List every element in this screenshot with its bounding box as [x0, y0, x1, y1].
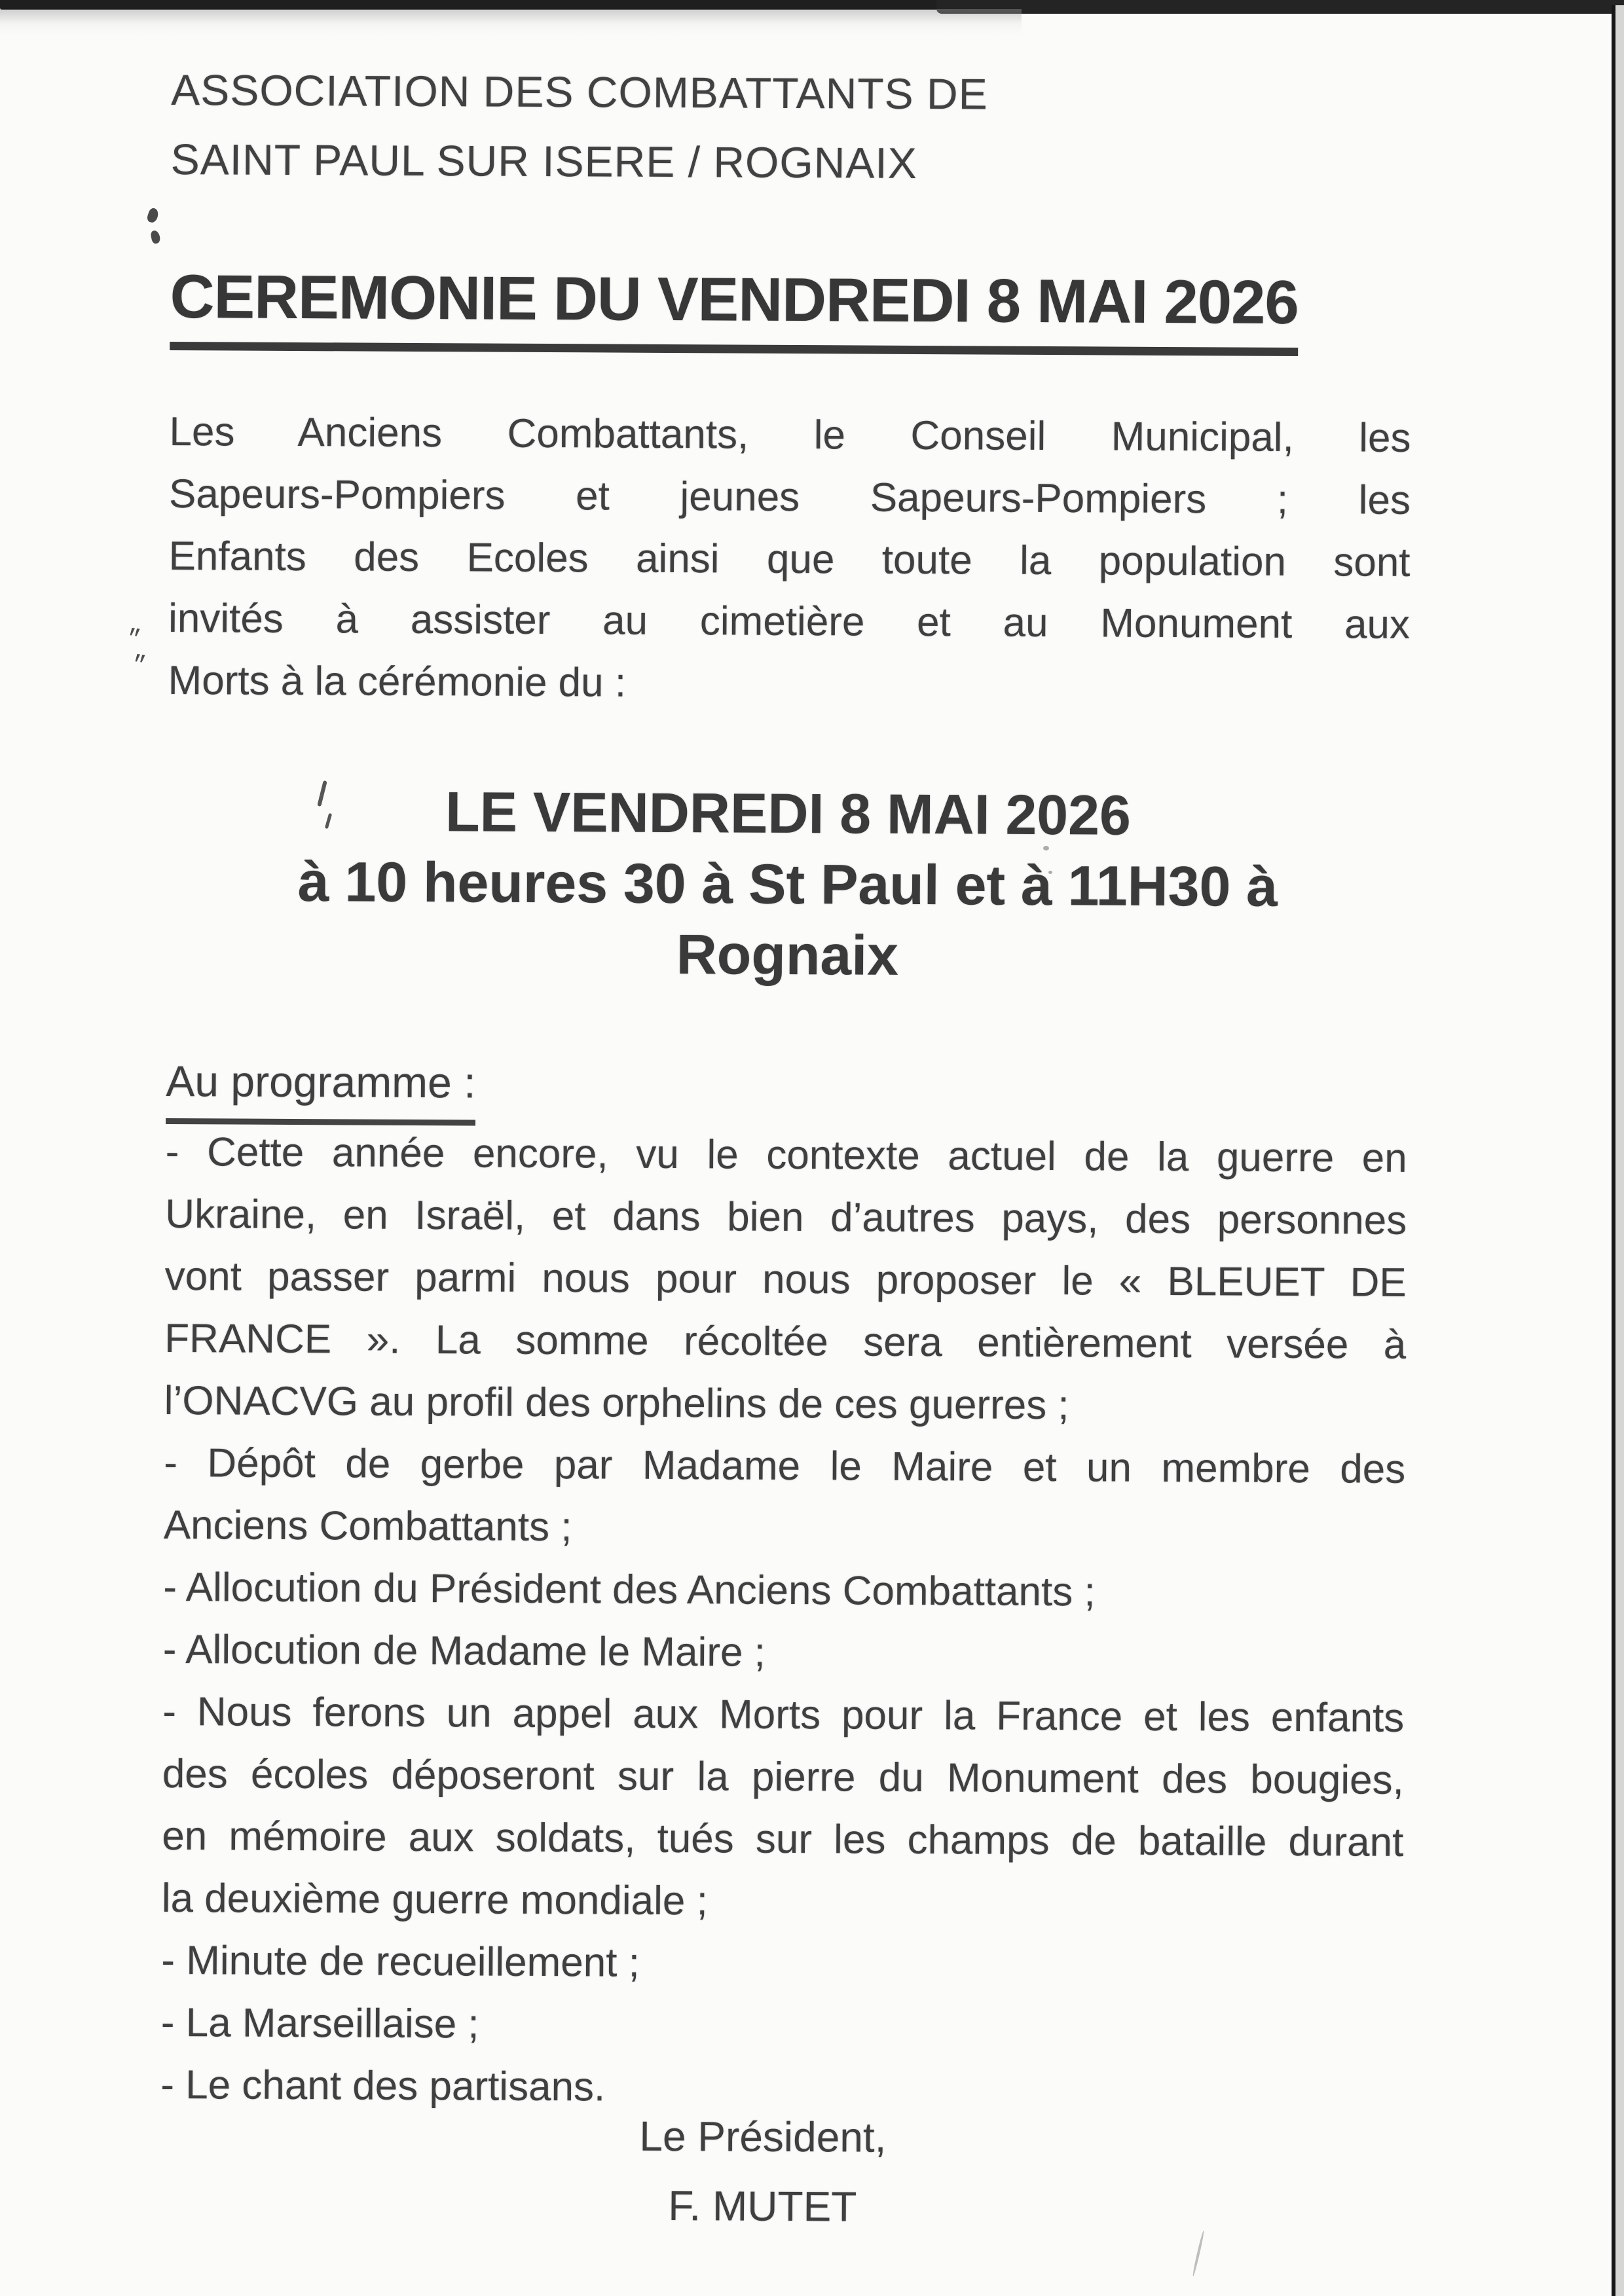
- text-line: invités à assister au cimetière et au Monument aux: [168, 596, 1411, 647]
- text-line: la deuxième guerre mondiale ;: [161, 1875, 709, 1924]
- document-title-text: CEREMONIE DU VENDREDI 8 MAI 2026: [170, 261, 1299, 356]
- text-line: Ukraine, en Israël, et dans bien d’autres pays, des personnes: [165, 1191, 1407, 1243]
- text-line: Sapeurs-Pompiers et jeunes Sapeurs-Pompiers ; les: [168, 471, 1411, 523]
- scan-speck: [150, 230, 161, 244]
- text-line: - Allocution de Madame le Maire ;: [162, 1626, 766, 1675]
- document-content: [160, 0, 1413, 2296]
- document-title: [170, 261, 1412, 357]
- text-line: l’ONACVG au profil des orphelins de ces guerres ;: [164, 1377, 1069, 1429]
- text-line: FRANCE ». La somme récoltée sera entièrement versée à: [164, 1315, 1407, 1368]
- scan-right-edge-strip: [1615, 5, 1624, 2296]
- text-line: - Minute de recueillement ;: [161, 1937, 640, 1986]
- text-line: Morts à la cérémonie du :: [168, 658, 627, 706]
- text-line: Les Anciens Combattants, le Conseil Municipal, les: [169, 409, 1411, 461]
- association-name: [170, 55, 1412, 200]
- text-line: - Le chant des partisans.: [160, 2062, 606, 2110]
- program-heading-text: Au programme :: [166, 1050, 476, 1125]
- text-line: Anciens Combattants ;: [163, 1502, 572, 1550]
- association-name-line2: SAINT PAUL SUR ISERE / ROGNAIX: [170, 135, 917, 187]
- signature-block: [141, 2099, 1384, 2244]
- signature-role: Le Président,: [639, 2112, 887, 2161]
- scan-smudge-mark: ″: [131, 647, 147, 682]
- scan-smudge-mark: ″: [126, 621, 141, 656]
- event-date-heading: [166, 775, 1409, 994]
- text-line: en mémoire aux soldats, tués sur les champs de bataille durant: [162, 1813, 1404, 1865]
- text-line: - La Marseillaise ;: [160, 1999, 479, 2047]
- text-line: à 10 heures 30 à St Paul et à 11H30 à: [297, 850, 1278, 919]
- text-line: des écoles déposeront sur la pierre du Monument des bougies,: [162, 1751, 1404, 1803]
- text-line: Enfants des Ecoles ainsi que toute la population sont: [168, 534, 1411, 585]
- text-line: - Dépôt de gerbe par Madame le Maire et un membre des: [164, 1440, 1406, 1492]
- text-line: - Cette année encore, vu le contexte actuel de la guerre en: [165, 1129, 1407, 1181]
- text-line: vont passer parmi nous pour nous proposer le « BLEUET DE: [164, 1253, 1407, 1305]
- text-line: Rognaix: [676, 923, 899, 987]
- text-line: LE VENDREDI 8 MAI 2026: [445, 780, 1132, 847]
- signature-name: F. MUTET: [668, 2182, 857, 2231]
- text-line: - Nous ferons un appel aux Morts pour la France et les enfants: [162, 1688, 1405, 1741]
- program-heading: [166, 1050, 1408, 1131]
- text-line: - Allocution du Président des Anciens Combattants ;: [163, 1564, 1096, 1615]
- program-list: [160, 1121, 1407, 2123]
- association-name-line1: ASSOCIATION DES COMBATTANTS DE: [171, 65, 988, 118]
- intro-paragraph: [168, 401, 1411, 718]
- scan-speck: [146, 207, 160, 224]
